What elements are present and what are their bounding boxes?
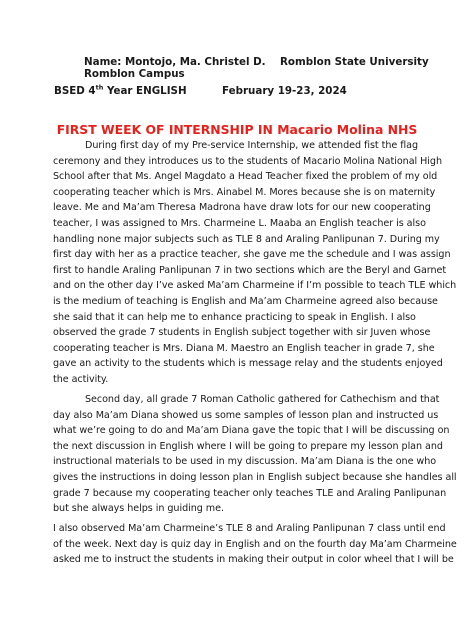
paragraph-line: Second day, all grade 7 Roman Catholic gathered for Cathechism and that: [85, 394, 440, 405]
paragraph-line: ceremony and they introduces us to the students of Macario Molina National High: [53, 155, 442, 167]
paragraph-3: [53, 521, 457, 568]
paragraph-line: but she always helps in guiding me.: [53, 503, 224, 515]
paragraph-line: I also observed Ma’am Charmeine’s TLE 8 and Araling Panlipunan 7 class until end: [53, 523, 446, 534]
paragraph-line: she said that it can help me to enhance practicing to speak in English. I also: [53, 311, 416, 323]
paragraph-line: gives the instructions in doing lesson plan in English subject because she handles all: [53, 471, 457, 483]
paragraph-line: cooperating teacher is Mrs. Diana M. Maestro an English teacher in grade 7, she: [53, 342, 435, 354]
course-year: [54, 85, 187, 98]
paragraph-line: day also Ma’am Diana showed us some samples of lesson plan and instructed us: [53, 409, 439, 421]
course-prefix: BSED 4: [54, 85, 96, 97]
paragraph-line: the next discussion in English where I will be going to prepare my lesson plan and: [53, 440, 443, 452]
student-name: Name: Montojo, Ma. Christel D.: [84, 56, 266, 68]
date-range: February 19-23, 2024: [222, 85, 347, 97]
paragraph-line: what we’re going to do and Ma’am Diana gave the topic that I will be discussing on: [53, 425, 450, 437]
paragraph-line: leave. Me and Ma’am Theresa Madrona have draw lots for our new cooperating: [53, 202, 431, 214]
paragraph-line: first day with her as a practice teacher, she gave me the schedule and I was assign: [53, 249, 451, 261]
paragraph-line: and on the other day I’ve asked Ma’am Charmeine if I’m possible to teach TLE which: [53, 280, 457, 292]
paragraph-line: first to handle Araling Panlipunan 7 in two sections which are the Beryl and Garnet: [53, 264, 447, 276]
campus-name: Romblon Campus: [84, 68, 185, 80]
paragraph-line: During first day of my Pre-service Internship, we attended fist the flag: [85, 140, 419, 151]
paragraph-line: the activity.: [53, 373, 109, 385]
paragraph-line: handling none major subjects such as TLE 8 and Araling Panlipunan 7. During my: [53, 233, 440, 245]
paragraph-line: School after that Ms. Angel Magdato a Head Teacher fixed the problem of my old: [53, 171, 438, 183]
document-title: FIRST WEEK OF INTERNSHIP IN Macario Molina NHS: [56, 122, 418, 137]
paragraph-line: cooperating teacher which is Mrs. Ainabel M. Mores because she is on maternity: [53, 186, 436, 198]
paragraph-line: of the week. Next day is quiz day in English and on the fourth day Ma’am Charmeine: [53, 538, 457, 550]
paragraph-line: teacher, I was assigned to Mrs. Charmeine L. Maaba an English teacher is also: [53, 217, 426, 229]
paragraph-line: observed the grade 7 students in English subject together with sir Juven whose: [53, 327, 431, 339]
course-suffix: Year ENGLISH: [103, 85, 187, 97]
paragraph-line: is the medium of teaching is English and Ma’am Charmeine agreed also because: [53, 295, 438, 307]
paragraph-1: [53, 138, 457, 388]
university-name: Romblon State University: [280, 56, 429, 68]
paragraph-line: asked me to instruct the students in making their output in color wheel that I will be: [53, 554, 454, 566]
paragraph-line: instructional materials to be used in my discussion. Ma’am Diana is the one who: [53, 456, 437, 468]
paragraph-line: grade 7 because my cooperating teacher only teaches TLE and Araling Panlipunan: [53, 487, 447, 499]
paragraph-line: gave an activity to the students which is message relay and the students enjoyed: [53, 358, 443, 370]
paragraph-2: [53, 392, 457, 517]
course-superscript: th: [95, 83, 104, 92]
